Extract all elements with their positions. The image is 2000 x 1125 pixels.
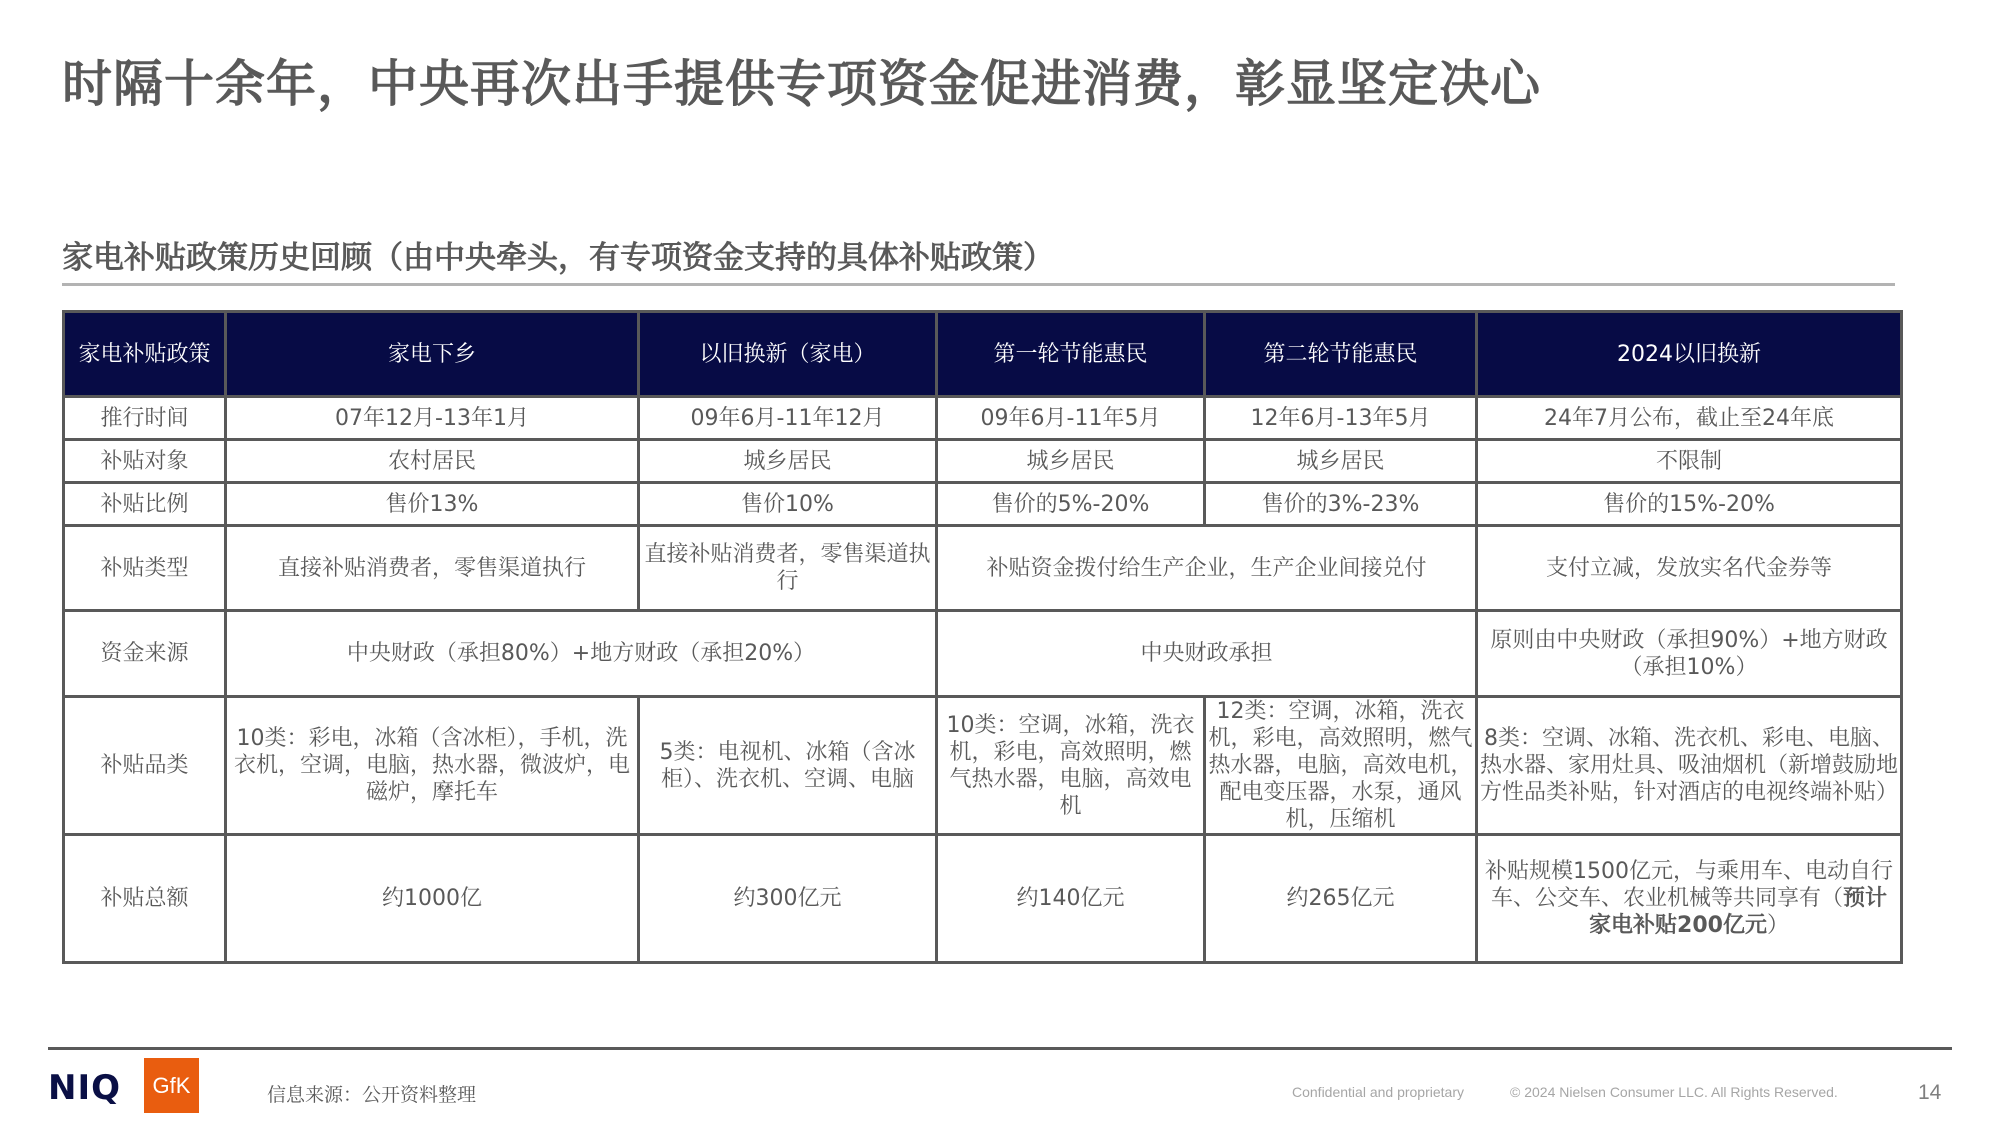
row-label: 补贴品类 — [64, 697, 226, 835]
confidential-note: Confidential and proprietary — [1292, 1084, 1464, 1100]
table-cell: 原则由中央财政（承担90%）+地方财政（承担10%） — [1477, 611, 1902, 697]
table-row — [64, 835, 1902, 963]
table-cell-total: 约140亿元 — [937, 835, 1205, 963]
table-cell: 农村居民 — [226, 440, 639, 483]
subsidy-policy-table — [62, 310, 1903, 964]
table-cell: 支付立减，发放实名代金券等 — [1477, 526, 1902, 611]
table-cell-total: 约1000亿 — [226, 835, 639, 963]
table-row — [64, 526, 1902, 611]
copyright-note: © 2024 Nielsen Consumer LLC. All Rights Reserved. — [1510, 1084, 1838, 1100]
table-row — [64, 440, 1902, 483]
table-cell: 售价的5%-20% — [937, 483, 1205, 526]
table-cell: 直接补贴消费者，零售渠道执行 — [639, 526, 937, 611]
table-cell: 城乡居民 — [1205, 440, 1477, 483]
table-cell: 城乡居民 — [639, 440, 937, 483]
page-number: 14 — [1918, 1081, 1942, 1104]
table-cell: 售价10% — [639, 483, 937, 526]
section-subtitle: 家电补贴政策历史回顾（由中央牵头，有专项资金支持的具体补贴政策） — [62, 240, 1054, 276]
source-note: 信息来源：公开资料整理 — [267, 1084, 477, 1106]
total-2024-tail: ） — [1766, 913, 1789, 938]
table-cell-total-2024 — [1477, 835, 1902, 963]
total-2024-text: 补贴规模1500亿元，与乘用车、电动自行车、公交车、农业机械等共同享有（ — [1485, 859, 1893, 911]
table-cell: 售价的15%-20% — [1477, 483, 1902, 526]
table-cell-merged: 补贴资金拨付给生产企业，生产企业间接兑付 — [937, 526, 1477, 611]
total-2024-highlight: 预计家电补贴200亿元 — [1589, 886, 1888, 938]
table-cell: 售价的3%-23% — [1205, 483, 1477, 526]
table-cell: 24年7月公布，截止至24年底 — [1477, 397, 1902, 440]
page-title: 时隔十余年，中央再次出手提供专项资金促进消费，彰显坚定决心 — [62, 55, 1541, 113]
table-cell: 12年6月-13年5月 — [1205, 397, 1477, 440]
table-header-row — [64, 312, 1902, 397]
table-cell: 8类：空调、冰箱、洗衣机、彩电、电脑、热水器、家用灶具、吸油烟机（新增鼓励地方性品类补贴，针对酒店的电视终端补贴） — [1477, 697, 1902, 835]
header-trade-in-appliance: 以旧换新（家电） — [639, 312, 937, 397]
row-label: 补贴类型 — [64, 526, 226, 611]
row-label: 资金来源 — [64, 611, 226, 697]
table-cell: 售价13% — [226, 483, 639, 526]
row-label: 补贴对象 — [64, 440, 226, 483]
table-cell: 10类：空调，冰箱，洗衣机，彩电，高效照明，燃气热水器，电脑，高效电机 — [937, 697, 1205, 835]
row-label: 推行时间 — [64, 397, 226, 440]
row-label: 补贴比例 — [64, 483, 226, 526]
table-cell-merged: 中央财政（承担80%）+地方财政（承担20%） — [226, 611, 937, 697]
footer-divider — [48, 1047, 1952, 1050]
gfk-logo — [144, 1058, 199, 1113]
table-cell: 城乡居民 — [937, 440, 1205, 483]
table-cell: 09年6月-11年5月 — [937, 397, 1205, 440]
table-cell: 10类：彩电，冰箱（含冰柜），手机，洗衣机，空调，电脑，热水器，微波炉，电磁炉，摩托车 — [226, 697, 639, 835]
header-energy-saving-1: 第一轮节能惠民 — [937, 312, 1205, 397]
table-cell-merged: 中央财政承担 — [937, 611, 1477, 697]
table-cell-total: 约265亿元 — [1205, 835, 1477, 963]
niq-logo: NIQ — [48, 1068, 122, 1108]
table-cell: 07年12月-13年1月 — [226, 397, 639, 440]
table-row — [64, 483, 1902, 526]
header-rural: 家电下乡 — [226, 312, 639, 397]
header-policy: 家电补贴政策 — [64, 312, 226, 397]
table-row — [64, 611, 1902, 697]
table-cell: 不限制 — [1477, 440, 1902, 483]
table-cell: 直接补贴消费者，零售渠道执行 — [226, 526, 639, 611]
table-cell: 12类：空调，冰箱，洗衣机，彩电，高效照明，燃气热水器，电脑，高效电机，配电变压器，水泵，通风机，压缩机 — [1205, 697, 1477, 835]
table-cell-total: 约300亿元 — [639, 835, 937, 963]
header-trade-in-2024: 2024以旧换新 — [1477, 312, 1902, 397]
table-cell: 09年6月-11年12月 — [639, 397, 937, 440]
row-label: 补贴总额 — [64, 835, 226, 963]
gfk-logo-text: GfK — [152, 1072, 191, 1098]
header-energy-saving-2: 第二轮节能惠民 — [1205, 312, 1477, 397]
subtitle-divider — [62, 283, 1895, 286]
table-row — [64, 397, 1902, 440]
table-cell: 5类：电视机、冰箱（含冰柜）、洗衣机、空调、电脑 — [639, 697, 937, 835]
table-row — [64, 697, 1902, 835]
